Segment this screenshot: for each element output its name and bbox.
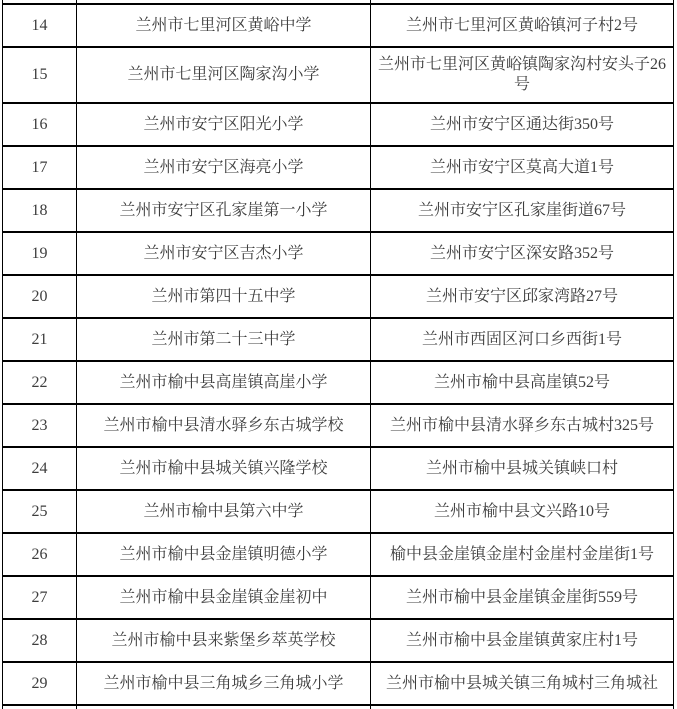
school-name-cell: 兰州市安宁区孔家崖第一小学 (77, 190, 371, 231)
table-row (3, 663, 674, 706)
address-cell: 兰州市榆中县金崖镇黄家庄村1号 (371, 620, 674, 661)
table-row (3, 448, 674, 491)
row-number-cell: 17 (3, 147, 77, 188)
row-number-cell: 28 (3, 620, 77, 661)
row-number-cell: 22 (3, 362, 77, 403)
row-number-cell: 19 (3, 233, 77, 274)
row-number-cell: 14 (3, 5, 77, 46)
row-number-cell: 16 (3, 104, 77, 145)
address-cell: 兰州市安宁区孔家崖街道67号 (371, 190, 674, 231)
table-row (3, 405, 674, 448)
school-name-cell: 兰州市七里河区黄峪中学 (77, 5, 371, 46)
table-row (3, 620, 674, 663)
table-row (3, 147, 674, 190)
row-number-cell: 23 (3, 405, 77, 446)
row-number-cell: 26 (3, 534, 77, 575)
address-cell: 兰州市安宁区邱家湾路27号 (371, 276, 674, 317)
row-number-cell: 20 (3, 276, 77, 317)
school-name-cell: 兰州市安宁区吉杰小学 (77, 233, 371, 274)
row-number-cell: 27 (3, 577, 77, 618)
address-cell: 兰州市西固区河口乡西街1号 (371, 319, 674, 360)
row-number-cell: 21 (3, 319, 77, 360)
school-name-cell: 兰州市榆中县城关镇兴隆学校 (77, 448, 371, 489)
table-row (3, 190, 674, 233)
address-cell: 兰州市榆中县高崖镇52号 (371, 362, 674, 403)
address-cell: 榆中县金崖镇金崖村金崖村金崖街1号 (371, 534, 674, 575)
school-name-cell: 兰州市榆中县来紫堡乡萃英学校 (77, 620, 371, 661)
table-body (3, 5, 674, 706)
school-name-cell: 兰州市七里河区陶家沟小学 (77, 48, 371, 102)
school-name-cell: 兰州市榆中县第六中学 (77, 491, 371, 532)
school-name-cell: 兰州市安宁区海亮小学 (77, 147, 371, 188)
row-number-cell (3, 0, 77, 3)
school-name-cell: 兰州市第二十三中学 (77, 319, 371, 360)
school-name-cell: 兰州市第四十五中学 (77, 276, 371, 317)
school-name-cell: 兰州市榆中县金崖镇明德小学 (77, 534, 371, 575)
address-cell: 兰州市安宁区莫高大道1号 (371, 147, 674, 188)
address-cell: 兰州市榆中县金崖镇金崖街559号 (371, 577, 674, 618)
address-cell: 兰州市安宁区通达街350号 (371, 104, 674, 145)
table-row (3, 491, 674, 534)
address-cell: 兰州市七里河区黄峪镇河子村2号 (371, 5, 674, 46)
school-name-cell: 兰州市安宁区阳光小学 (77, 104, 371, 145)
school-address-table (2, 0, 674, 709)
table-row (3, 534, 674, 577)
address-cell: 兰州市榆中县清水驿乡东古城村325号 (371, 405, 674, 446)
school-name-cell: 兰州市榆中县高崖镇高崖小学 (77, 362, 371, 403)
address-cell (371, 0, 674, 3)
table-row (3, 48, 674, 104)
row-number-cell: 29 (3, 663, 77, 704)
table-row (3, 362, 674, 405)
table-row (3, 319, 674, 362)
address-cell: 兰州市榆中县文兴路10号 (371, 491, 674, 532)
table-row (3, 233, 674, 276)
table-row (3, 104, 674, 147)
school-name-cell: 兰州市榆中县金崖镇金崖初中 (77, 577, 371, 618)
row-number-cell: 25 (3, 491, 77, 532)
address-cell: 兰州市七里河区黄峪镇陶家沟村安头子26号 (371, 48, 674, 102)
row-number-cell: 15 (3, 48, 77, 102)
address-cell: 兰州市榆中县城关镇三角城村三角城社 (371, 663, 674, 704)
address-cell: 兰州市安宁区深安路352号 (371, 233, 674, 274)
table-row (3, 276, 674, 319)
school-name-cell: 兰州市榆中县三角城乡三角城小学 (77, 663, 371, 704)
table-row (3, 5, 674, 48)
table-row (3, 577, 674, 620)
school-name-cell: 兰州市榆中县清水驿乡东古城学校 (77, 405, 371, 446)
address-cell: 兰州市榆中县城关镇峡口村 (371, 448, 674, 489)
school-name-cell (77, 0, 371, 3)
row-number-cell: 24 (3, 448, 77, 489)
row-number-cell: 18 (3, 190, 77, 231)
